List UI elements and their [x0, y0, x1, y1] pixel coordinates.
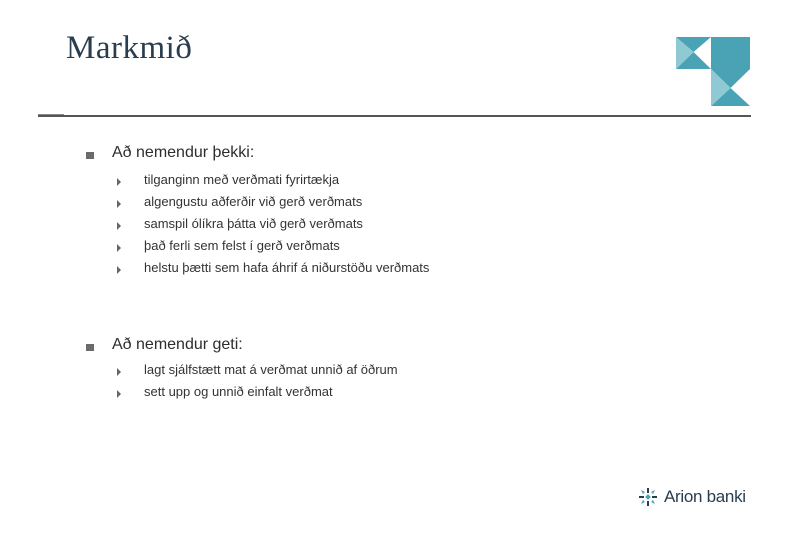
- square-bullet-icon: [86, 152, 94, 159]
- triangle-bullet-icon: [117, 200, 121, 208]
- section-heading: Að nemendur þekki:: [112, 144, 255, 161]
- square-bullet-icon: [86, 344, 94, 351]
- brand-name: Arion banki: [664, 487, 746, 506]
- triangle-bullet-icon: [117, 222, 121, 230]
- section-heading: Að nemendur geti:: [112, 336, 243, 353]
- corner-logo-icon: [674, 35, 752, 107]
- list-item-text: algengustu aðferðir við gerð verðmats: [144, 194, 363, 209]
- triangle-bullet-icon: [117, 368, 121, 376]
- slide-title: Markmið: [66, 30, 193, 66]
- list-item-text: tilganginn með verðmati fyrirtækja: [144, 172, 340, 187]
- title-divider: [38, 115, 751, 117]
- arion-snowflake-icon: [638, 487, 658, 507]
- triangle-bullet-icon: [117, 266, 121, 274]
- list-item-text: samspil ólíkra þátta við gerð verðmats: [144, 216, 363, 231]
- triangle-bullet-icon: [117, 178, 121, 186]
- triangle-bullet-icon: [117, 390, 121, 398]
- list-item-text: sett upp og unnið einfalt verðmat: [144, 384, 333, 399]
- triangle-bullet-icon: [117, 244, 121, 252]
- list-item-text: það ferli sem felst í gerð verðmats: [144, 238, 340, 253]
- list-item-text: lagt sjálfstætt mat á verðmat unnið af öðrum: [144, 362, 398, 377]
- arion-logo: [638, 486, 746, 508]
- list-item-text: helstu þætti sem hafa áhrif á niðurstöðu verðmats: [144, 260, 430, 275]
